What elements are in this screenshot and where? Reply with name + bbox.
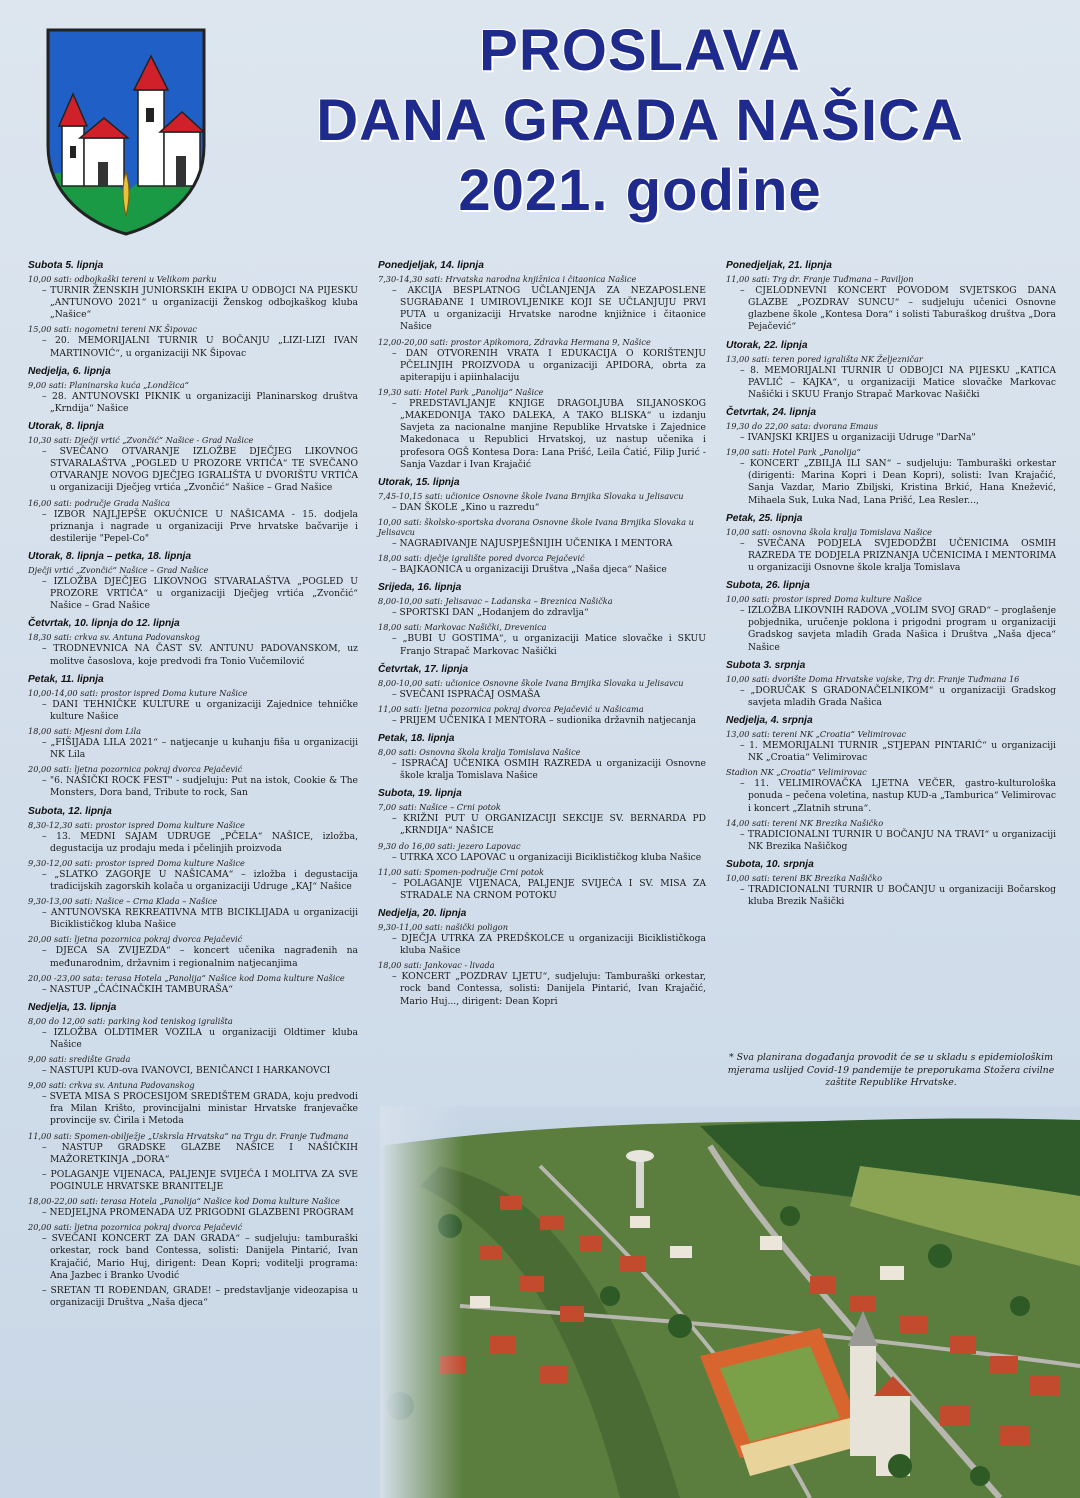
event-description: – DAN OTVORENIH VRATA I EDUKACIJA O KORIŠTENJU PČELINJIH PROIZVODA u organizaciji APIDORA, obrta za apiterapiju i apiinhalaciju xyxy=(378,348,706,384)
event-time-location: 8,00 do 12,00 sati: parking kod teniskog igrališta xyxy=(28,1015,233,1026)
event-description: – 11. VELIMIROVAČKA LJETNA VEČER, gastro-kulturološka ponuda – pečena voletina, nastup KUD-a „Tamburica“ Velimirovac i koncert „Zlatnih struna“. xyxy=(726,778,1056,814)
event-item xyxy=(28,1054,358,1077)
day-heading: Četvrtak, 10. lipnja do 12. lipnja xyxy=(28,618,180,630)
event-time-location: 7,00 sati: Našice – Crni potok xyxy=(378,802,501,813)
event-time-location: 9,30 do 16,00 sati: jezero Lapovac xyxy=(378,840,521,851)
event-description: – SVEČANA PODJELA SVJEDODŽBI UČENICIMA OSMIH RAZREDA TE DODJELA PRIZNANJA UČENICIMA I MENTORIMA u organizaciji Osnovne škole kralja Tomislava xyxy=(726,538,1056,574)
event-description: – AKCIJA BESPLATNOG UČLANJENJA ZA NEZAPOSLENE SUGRAĐANE I UMIROVLJENIKE KOJI SE UČLANJUJU PRVI PUTA u organizaciji Hrvatske narodne knjižnice i čitaonice Našice xyxy=(378,285,706,334)
event-description: – TRADICIONALNI TURNIR U BOČANJU NA TRAVI“ u organizaciji NK Brezika Našičkog xyxy=(726,829,1056,853)
event-item xyxy=(378,747,706,782)
event-time-location: 18,00-22,00 sati: terasa Hotela „Panolija“ Našice kod Doma kulture Našice xyxy=(28,1196,340,1207)
event-description: – SPORTSKI DAN „Hodanjem do zdravlja“ xyxy=(378,607,706,619)
event-time-location: 9,30-13,00 sati: Našice – Crna Klada – Našice xyxy=(28,896,218,907)
event-item xyxy=(378,678,706,701)
event-item xyxy=(28,274,358,321)
event-time-location: Stadion NK „Croatia“ Velimirovac xyxy=(726,767,867,778)
event-description: – NAGRAĐIVANJE NAJUSPJEŠNIJIH UČENIKA I MENTORA xyxy=(378,538,706,550)
day-heading: Utorak, 8. lipnja xyxy=(28,420,104,432)
event-description: – SVEČANI ISPRAĆAJ OSMAŠA xyxy=(378,689,706,701)
event-description: – PRIJEM UČENIKA I MENTORA – sudionika državnih natjecanja xyxy=(378,715,706,727)
event-description: – „DORUČAK S GRADONAČELNIKOM“ u organizaciji Gradskog savjeta mladih Grada Našica xyxy=(726,685,1056,709)
event-time-location: 19,30 sati: Hotel Park „Panolija“ Našice xyxy=(378,386,544,397)
event-item xyxy=(28,1016,358,1051)
day-heading: Nedjelja, 20. lipnja xyxy=(378,907,467,919)
event-item xyxy=(28,1169,358,1193)
event-item xyxy=(378,491,706,514)
event-time-location: Dječji vrtić „Zvončić“ Našice – Grad Našice xyxy=(28,564,209,575)
event-description: – DAN ŠKOLE „Kino u razredu“ xyxy=(378,502,706,514)
event-time-location: 11,00 sati: Trg dr. Franje Tuđmana – Paviljon xyxy=(726,274,914,284)
event-description: – POLAGANJE VIJENACA, PALJENJE SVIJEĆA I MOLITVA ZA SVE POGINULE HRVATSKE BRANITELJE xyxy=(28,1169,358,1193)
schedule-column-2 xyxy=(378,254,706,1011)
event-time-location: 12,00-20,00 sati: prostor Apikomora, Zdravka Hermana 9, Našice xyxy=(378,336,651,347)
event-description: – IZLOŽBA LIKOVNIH RADOVA „VOLIM SVOJ GRAD“ – proglašenje pobjednika, uručenje poklona i prigodni program u organizaciji Gradskog savjeta mladih Grada Našica i Društva „Naša djeca“ Našice xyxy=(726,605,1056,654)
event-time-location: 18,00 sati: dječje igralište pored dvorca Pejačević xyxy=(378,553,585,564)
event-item xyxy=(378,596,706,619)
event-description: – DJEČJA UTRKA ZA PREDŠKOLCE u organizaciji Biciklističkoga kluba Našice xyxy=(378,933,706,957)
event-description: – SVEČANI KONCERT ZA DAN GRADA“ – sudjeluju: tamburaški orkestar, rock band Contessa, solisti: Danijela Pintarić, Ivan Krajačić, Mario Huj, dirigent: Dean Kopri; voditelji programa: Ana Jazbec i Branko Uvodić xyxy=(28,1233,358,1282)
event-item xyxy=(726,527,1056,574)
day-heading: Subota 5. lipnja xyxy=(28,260,104,271)
event-time-location: 18,00 sati: Jankovac - livada xyxy=(378,960,495,971)
schedule-column-3 xyxy=(726,254,1056,911)
event-time-location: 9,30-12,00 sati: prostor ispred Doma kulture Našice xyxy=(28,857,245,868)
event-item xyxy=(726,818,1056,853)
day-heading: Nedjelja, 4. srpnja xyxy=(726,714,813,726)
event-item xyxy=(28,858,358,893)
event-description: – IZLOŽBA OLDTIMER VOZILA u organizaciji Oldtimer kluba Našice xyxy=(28,1027,358,1051)
day-heading: Nedjelja, 13. lipnja xyxy=(28,1001,117,1013)
day-heading: Subota, 12. lipnja xyxy=(28,805,112,817)
event-time-location: 11,00 sati: ljetna pozornica pokraj dvorca Pejačević u Našicama xyxy=(378,703,644,714)
event-item xyxy=(726,594,1056,654)
event-description: – SVETA MISA S PROCESIJOM SREDIŠTEM GRADA, koju predvodi fra Milan Krišto, provincijalni ministar Hrvatske franjevačke provincije sv. Ćirila i Metoda xyxy=(28,1091,358,1127)
event-description: – CJELODNEVNI KONCERT POVODOM SVJETSKOG DANA GLAZBE „POZDRAV SUNCU“ – sudjeluju učenici Osnovne glazbene škole „Kontesa Dora“ i solisti Taburaškog društva „Dora Pejačević“ xyxy=(726,285,1056,334)
event-description: – NEDJELJNA PROMENADA UZ PRIGODNI GLAZBENI PROGRAM xyxy=(28,1207,358,1219)
day-heading: Petak, 11. lipnja xyxy=(28,673,104,685)
event-description: – IZBOR NAJLJEPŠE OKUĆNICE U NAŠICAMA - 15. dodjela priznanja i nagrade u organizaciji Prve hrvatske bačvarije i destilerije "Pepel-Co" xyxy=(28,509,358,545)
event-description: – TURNIR ŽENSKIH JUNIORSKIH EKIPA U ODBOJCI NA PIJESKU „ANTUNOVO 2021“ u organizaciji Ženskog odbojkaškog kluba „Našice“ xyxy=(28,285,358,321)
event-item xyxy=(726,729,1056,764)
event-time-location: 19,00 sati: Hotel Park „Panolija“ xyxy=(726,447,861,458)
event-description: – UTRKA XCO LAPOVAC u organizaciji Biciklističkog kluba Našice xyxy=(378,852,706,864)
event-item xyxy=(378,387,706,471)
event-time-location: 9,00 sati: središte Grada xyxy=(28,1054,131,1065)
event-description: – „BUBI U GOSTIMA“, u organizaciji Matice slovačke i SKUU Franjo Strapač Markovac Našički xyxy=(378,633,706,657)
title-line-1: PROSLAVA xyxy=(479,18,801,83)
event-time-location: 20,00 sati: ljetna pozornica pokraj dvorca Pejačević xyxy=(28,934,243,945)
event-description: – KRIŽNI PUT U ORGANIZACIJI SEKCIJE SV. BERNARDA PD „KRNDIJA“ NAŠICE xyxy=(378,813,706,837)
event-item xyxy=(726,421,1056,444)
event-item xyxy=(28,380,358,415)
day-heading: Subota 3. srpnja xyxy=(726,659,806,671)
event-item xyxy=(28,896,358,931)
event-item xyxy=(726,274,1056,334)
event-description: – PREDSTAVLJANJE KNJIGE DRAGOLJUBA SILJANOSKOG „MAKEDONIJA TAKO DALEKA, A TAKO BLISKA“ u izdanju Savjeta za nacionalne manjine Republike Hrvatske i Zajednice Makedonaca u Republici Hrvatskoj, uz nastup učenika i profesora OGŠ Kontesa Dora: Lana Prišć, Leila Ćatić, Filip Jurić - Sanja Vazdar i Ivan Krajačić xyxy=(378,398,706,471)
event-description: – BAJKAONICA u organizaciji Društva „Naša djeca“ Našice xyxy=(378,564,706,576)
event-description: – 20. MEMORIJALNI TURNIR U BOČANJU „LIZI-LIZI IVAN MARTINOVIĆ“, u organizaciji NK Šipovac xyxy=(28,335,358,359)
event-description: – 1. MEMORIJALNI TURNIR „STJEPAN PINTARIĆ“ u organizaciji NK „Croatia“ Velimirovac xyxy=(726,740,1056,764)
event-item xyxy=(28,688,358,723)
event-time-location: 8,00-10,00 sati: učionice Osnovne škole Ivana Brnjika Slovaka u Jelisavcu xyxy=(378,677,684,688)
event-description: – "6. NAŠIČKI ROCK FEST" - sudjeluju: Put na istok, Cookie & The Monsters, Dora band, Tribute to rock, San xyxy=(28,775,358,799)
event-item xyxy=(378,867,706,902)
event-time-location: 10,00 sati: dvorište Doma Hrvatske vojske, Trg dr. Franje Tuđmana 16 xyxy=(726,673,1020,684)
event-item xyxy=(28,565,358,612)
event-item xyxy=(378,622,706,657)
event-description: – IZLOŽBA DJEČJEG LIKOVNOG STVARALAŠTVA „POGLED U PROZORE VRTIĆA“ u organizaciji Dječjeg vrtića „Zvončić“ Našice – Grad Našice xyxy=(28,576,358,612)
event-item xyxy=(28,726,358,761)
event-time-location: 14,00 sati: tereni NK Brezika Našičko xyxy=(726,817,884,828)
event-time-location: 10,00 sati: tereni BK Brezika Našičko xyxy=(726,872,883,883)
event-description: – DJECA SA ZVIJEZDA“ – koncert učenika nagrađenih na međunarodnim, državnim i regionalnim natjecanjima xyxy=(28,945,358,969)
covid-note: * Sva planirana događanja provodit će se u skladu s epidemiološkim mjerama uslijed Covid-19 pandemije te preporukama Stožera civilne zaštite Republike Hrvatske. xyxy=(727,1052,1055,1089)
event-description: – KONCERT „ZBILJA ILI SAN“ – sudjeluju: Tamburaški orkestar (dirigenti: Marina Kopri i Dean Kopri), solisti: Ivan Krajačić, Sanja Vazdar, Mario Zbiljski, Kristina Brkić, Hana Knežević, Mihaela Suk, Luka Nad, Lana Prišć, Lea Resler..., xyxy=(726,458,1056,507)
event-time-location: 10,00-14,00 sati: prostor ispred Doma kuture Našice xyxy=(28,687,248,698)
event-item xyxy=(28,498,358,545)
schedule-column-1 xyxy=(28,254,358,1312)
day-heading: Subota, 26. lipnja xyxy=(726,580,810,592)
event-description: – TRODNEVNICA NA ČAST SV. ANTUNU PADOVANSKOM, uz molitve časoslova, koje predvodi fra Tonio Vučemilović xyxy=(28,643,358,667)
event-item xyxy=(378,274,706,334)
event-item xyxy=(28,1222,358,1282)
event-description: – 28. ANTUNOVSKI PIKNIK u organizaciji Planinarskog društva „Krndija“ Našice xyxy=(28,391,358,415)
event-time-location: 9,00 sati: crkva sv. Antuna Padovanskog xyxy=(28,1080,195,1091)
day-heading: Subota, 19. lipnja xyxy=(378,788,462,800)
title-line-3: 2021. godine xyxy=(458,158,822,223)
event-item xyxy=(726,354,1056,401)
event-description: – SVEČANO OTVARANJE IZLOŽBE DJEČJEG LIKOVNOG STVARALAŠTVA „POGLED U PROZORE VRTIĆA“ TE SVEČANO OTVARANJE NOVOG DJEČJEG IGRALIŠTA U DVORIŠTU VRTIĆA u organizaciji Dječjeg vrtića „Zvončić“ Našice – Grad Našice xyxy=(28,446,358,495)
event-time-location: 7,30-14,30 sati: Hrvatska narodna knjižnica i čitaonica Našice xyxy=(378,274,637,284)
event-description: – DANI TEHNIČKE KULTURE u organizaciji Zajednice tehničke kulture Našice xyxy=(28,699,358,723)
day-heading: Četvrtak, 24. lipnja xyxy=(726,406,817,418)
event-item xyxy=(726,873,1056,908)
day-heading: Nedjelja, 6. lipnja xyxy=(28,365,111,377)
event-item xyxy=(28,1196,358,1219)
event-time-location: 10,30 sati: Dječji vrtić „Zvončić“ Našice - Grad Našice xyxy=(28,434,254,445)
event-item xyxy=(28,764,358,799)
day-heading: Ponedjeljak, 14. lipnja xyxy=(378,260,484,271)
event-item xyxy=(726,674,1056,709)
city-coat-of-arms-icon xyxy=(42,26,210,238)
event-item xyxy=(378,553,706,576)
event-item xyxy=(726,767,1056,814)
day-heading: Utorak, 22. lipnja xyxy=(726,339,808,351)
event-item xyxy=(28,1080,358,1127)
day-heading: Četvrtak, 17. lipnja xyxy=(378,663,469,675)
event-time-location: 8,00 sati: Osnovna škola kralja Tomislava Našice xyxy=(378,746,581,757)
event-time-location: 10,00 sati: osnovna škola kralja Tomislava Našice xyxy=(726,526,932,537)
event-item xyxy=(28,324,358,359)
event-description: – 8. MEMORIJALNI TURNIR U ODBOJCI NA PIJESKU „KATICA PAVLIĆ – KAJKA“, u organizaciji Matice slovačke Markovac Našički i SKUU Franjo Strapač Markovac Našički xyxy=(726,365,1056,401)
event-item xyxy=(378,841,706,864)
event-description: – ISPRAĆAJ UČENIKA OSMIH RAZREDA u organizaciji Osnovne škole kralja Tomislava Našice xyxy=(378,758,706,782)
event-description: – POLAGANJE VIJENACA, PALJENJE SVIJEĆA I SV. MISA ZA STRADALE NA CRNOM POTOKU xyxy=(378,878,706,902)
event-time-location: 7,45-10,15 sati: učionice Osnovne škole Ivana Brnjika Slovaka u Jelisavcu xyxy=(378,490,684,501)
event-time-location: 20,00 -23,00 sata: terasa Hotela „Panolija“ Našice kod Doma kulture Našice xyxy=(28,972,345,983)
event-time-location: 11,00 sati: Spomen-područje Crni potok xyxy=(378,866,545,877)
event-time-location: 8,30-12,30 sati: prostor ispred Doma kulture Našice xyxy=(28,819,245,830)
event-description: – „SLATKO ZAGORJE U NAŠICAMA“ – izložba i degustacija tradicijskih zagorskih kolača u organizaciji Udruge „KAJ“ Našice xyxy=(28,869,358,893)
title-line-2: DANA GRADA NAŠICA xyxy=(316,88,964,153)
day-heading: Utorak, 8. lipnja – petka, 18. lipnja xyxy=(28,550,192,562)
event-time-location: 18,00 sati: Mjesni dom Lila xyxy=(28,725,141,736)
event-time-location: 9,00 sati: Planinarska kuća „Londžica“ xyxy=(28,379,189,390)
event-item xyxy=(378,337,706,384)
event-time-location: 11,00 sati: Spomen-obilježje „Uskrsla Hrvatska“ na Trgu dr. Franje Tuđmana xyxy=(28,1130,349,1141)
event-time-location: 10,00 sati: školsko-sportska dvorana Osnovne škole Ivana Brnjika Slovaka u Jelisavcu xyxy=(378,516,694,537)
event-description: – ANTUNOVSKA REKREATIVNA MTB BICIKLIJADA u organizaciji Biciklističkog kluba Našice xyxy=(28,907,358,931)
event-time-location: 18,30 sati: crkva sv. Antuna Padovanskog xyxy=(28,632,200,643)
event-item xyxy=(28,632,358,667)
aerial-town-photo xyxy=(380,1106,1080,1498)
event-item xyxy=(378,802,706,837)
event-item xyxy=(28,1131,358,1166)
event-item xyxy=(726,447,1056,507)
day-heading: Petak, 25. lipnja xyxy=(726,512,803,524)
event-time-location: 19,30 do 22,00 sata: dvorana Emaus xyxy=(726,420,878,431)
event-description: – NASTUP GRADSKE GLAZBE NAŠICE I NAŠIČKIH MAŽORETKINJA „DORA“ xyxy=(28,1142,358,1166)
event-time-location: 10,00 sati: odbojkaški tereni u Velikom parku xyxy=(28,274,217,284)
event-description: – SRETAN TI ROĐENDAN, GRADE! – predstavljanje videozapisa u organizaciji Društva „Naša djeca“ xyxy=(28,1285,358,1309)
event-time-location: 13,00 sati: tereni NK „Croatia“ Velimirovac xyxy=(726,728,907,739)
event-time-location: 10,00 sati: prostor ispred Doma kulture Našice xyxy=(726,594,922,605)
event-item xyxy=(378,960,706,1007)
event-time-location: 18,00 sati: Markovac Našički, Drevenica xyxy=(378,622,547,633)
event-time-location: 16,00 sati: područje Grada Našica xyxy=(28,497,170,508)
day-heading: Utorak, 15. lipnja xyxy=(378,476,460,488)
event-time-location: 20,00 sati: ljetna pozornica pokraj dvorca Pejačević xyxy=(28,764,243,775)
event-item xyxy=(28,1285,358,1309)
event-time-location: 20,00 sati: ljetna pozornica pokraj dvorca Pejačević xyxy=(28,1222,243,1233)
day-heading: Srijeda, 16. lipnja xyxy=(378,582,462,594)
event-description: – KONCERT „POZDRAV LJETU“, sudjeluju: Tamburaški orkestar, rock band Contessa, solisti: Danijela Pintarić, Ivan Krajačić, Mario Huj..., dirigent: Dean Kopri xyxy=(378,971,706,1007)
event-item xyxy=(28,820,358,855)
event-item xyxy=(28,435,358,495)
event-description: – 13. MEDNI SAJAM UDRUGE „PČELA“ NAŠICE, izložba, degustacija uz prodaju meda i pčelinjih proizvoda xyxy=(28,831,358,855)
event-item xyxy=(28,934,358,969)
event-time-location: 13,00 sati: teren pored igrališta NK Željezničar xyxy=(726,353,923,364)
event-time-location: 9,30-11,00 sati: našički poligon xyxy=(378,921,508,932)
event-description: – NASTUPI KUD-ova IVANOVCI, BENIČANCI I HARKANOVCI xyxy=(28,1065,358,1077)
event-description: – NASTUP „ČAĆINAČKIH TAMBURAŠA“ xyxy=(28,984,358,996)
day-heading: Subota, 10. srpnja xyxy=(726,858,814,870)
event-description: – „FIŠIJADA LILA 2021“ – natjecanje u kuhanju fiša u organizaciji NK Lila xyxy=(28,737,358,761)
day-heading: Ponedjeljak, 21. lipnja xyxy=(726,260,832,271)
event-time-location: 8,00-10,00 sati: Jelisavac – Ladanska – Breznica Našička xyxy=(378,596,613,607)
event-item xyxy=(28,973,358,996)
event-item xyxy=(378,517,706,550)
page-title xyxy=(240,18,1040,232)
event-description: – IVANJSKI KRIJES u organizaciji Udruge "DarNa" xyxy=(726,432,1056,444)
event-item xyxy=(378,704,706,727)
day-heading: Petak, 18. lipnja xyxy=(378,732,455,744)
event-item xyxy=(378,922,706,957)
event-time-location: 15,00 sati: nogometni tereni NK Šipovac xyxy=(28,324,197,335)
event-description: – TRADICIONALNI TURNIR U BOČANJU u organizaciji Bočarskog kluba Brezik Našički xyxy=(726,884,1056,908)
